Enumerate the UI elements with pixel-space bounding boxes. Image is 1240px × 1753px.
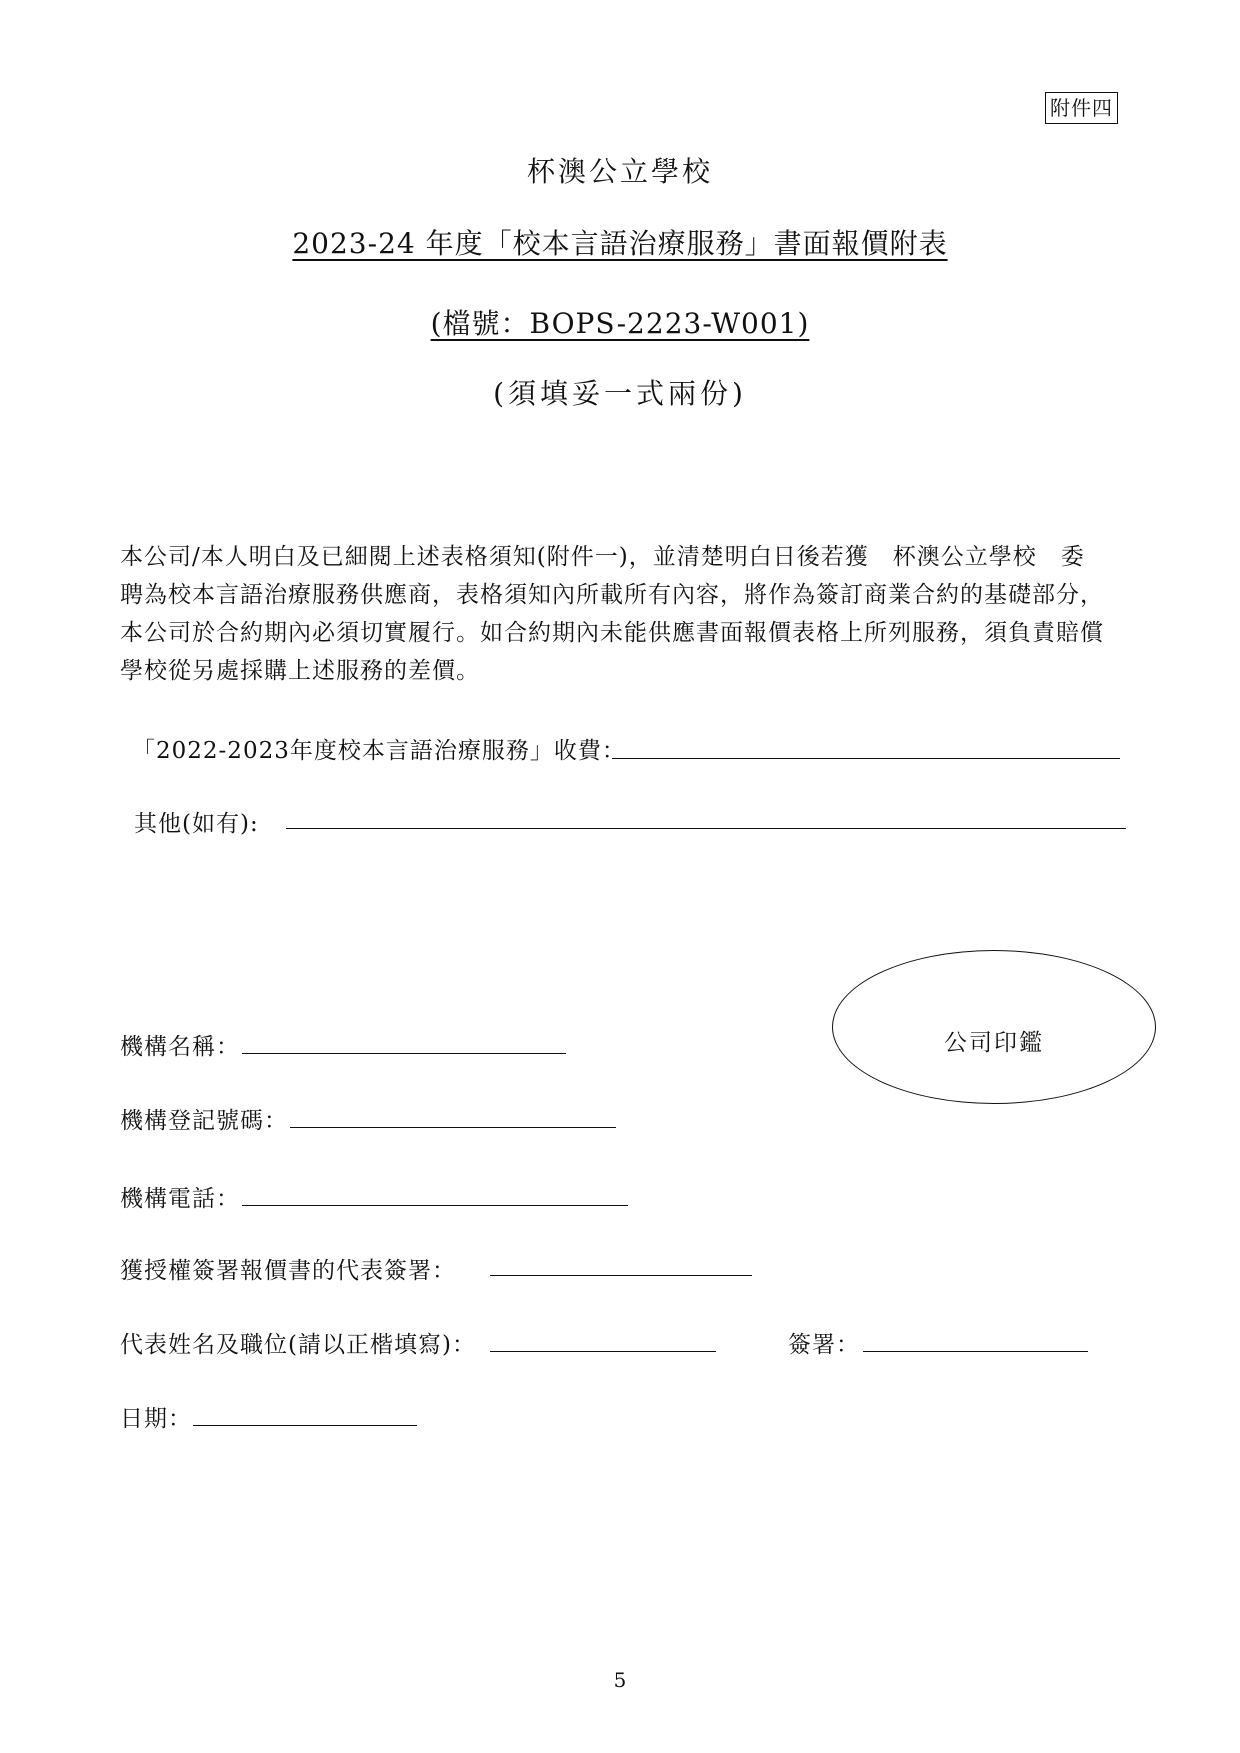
company-seal-label: 公司印鑑 <box>944 1030 1044 1056</box>
org-name-input-line[interactable] <box>242 1053 566 1054</box>
signature-label: 簽署： <box>788 1332 860 1358</box>
document-title <box>0 222 1240 262</box>
reg-no-label: 機構登記號碼： <box>120 1108 288 1134</box>
phone-label: 機構電話： <box>120 1186 240 1212</box>
date-input-line[interactable] <box>193 1425 417 1426</box>
other-label: 其他(如有): <box>134 811 259 837</box>
rep-name-label: 代表姓名及職位(請以正楷填寫)： <box>120 1332 476 1358</box>
org-name-label: 機構名稱： <box>120 1034 240 1060</box>
duplicate-note: (須填妥一式兩份) <box>493 377 747 410</box>
declaration-line: 學校從另處採購上述服務的差價。 <box>120 658 480 684</box>
declaration-line: 聘為校本言語治療服務供應商，表格須知內所載所有內容，將作為簽訂商業合約的基礎部分， <box>120 582 1104 608</box>
file-number <box>0 302 1240 342</box>
declaration-line: 本公司於合約期內必須切實履行。如合約期內未能供應書面報價表格上所列服務，須負責賠償 <box>120 620 1104 646</box>
authorized-sign-input-line[interactable] <box>490 1275 752 1276</box>
authorized-sign-label: 獲授權簽署報價書的代表簽署： <box>120 1258 456 1284</box>
declaration-paragraph <box>120 538 1132 690</box>
signature-input-line[interactable] <box>863 1351 1088 1352</box>
reg-no-input-line[interactable] <box>290 1127 616 1128</box>
annex-label: 附件四 <box>1045 92 1118 124</box>
file-number-text: (檔號：BOPS-2223-W001) <box>430 307 810 340</box>
phone-input-line[interactable] <box>242 1205 628 1206</box>
page-number: 5 <box>613 1668 627 1692</box>
rep-name-input-line[interactable] <box>490 1351 716 1352</box>
declaration-line: 本公司/本人明白及已細閱上述表格須知(附件一)，並清楚明白日後若獲 杯澳公立學校 委 <box>120 544 1085 570</box>
document-title-text: 2023-24 年度「校本言語治療服務」書面報價附表 <box>292 227 948 260</box>
school-name: 杯澳公立學校 <box>526 155 713 188</box>
fee-label: 「2022-2023年度校本言語治療服務」收費： <box>132 738 626 764</box>
other-input-line[interactable] <box>286 828 1126 829</box>
date-label: 日期： <box>120 1406 192 1432</box>
fee-input-line[interactable] <box>612 758 1120 759</box>
